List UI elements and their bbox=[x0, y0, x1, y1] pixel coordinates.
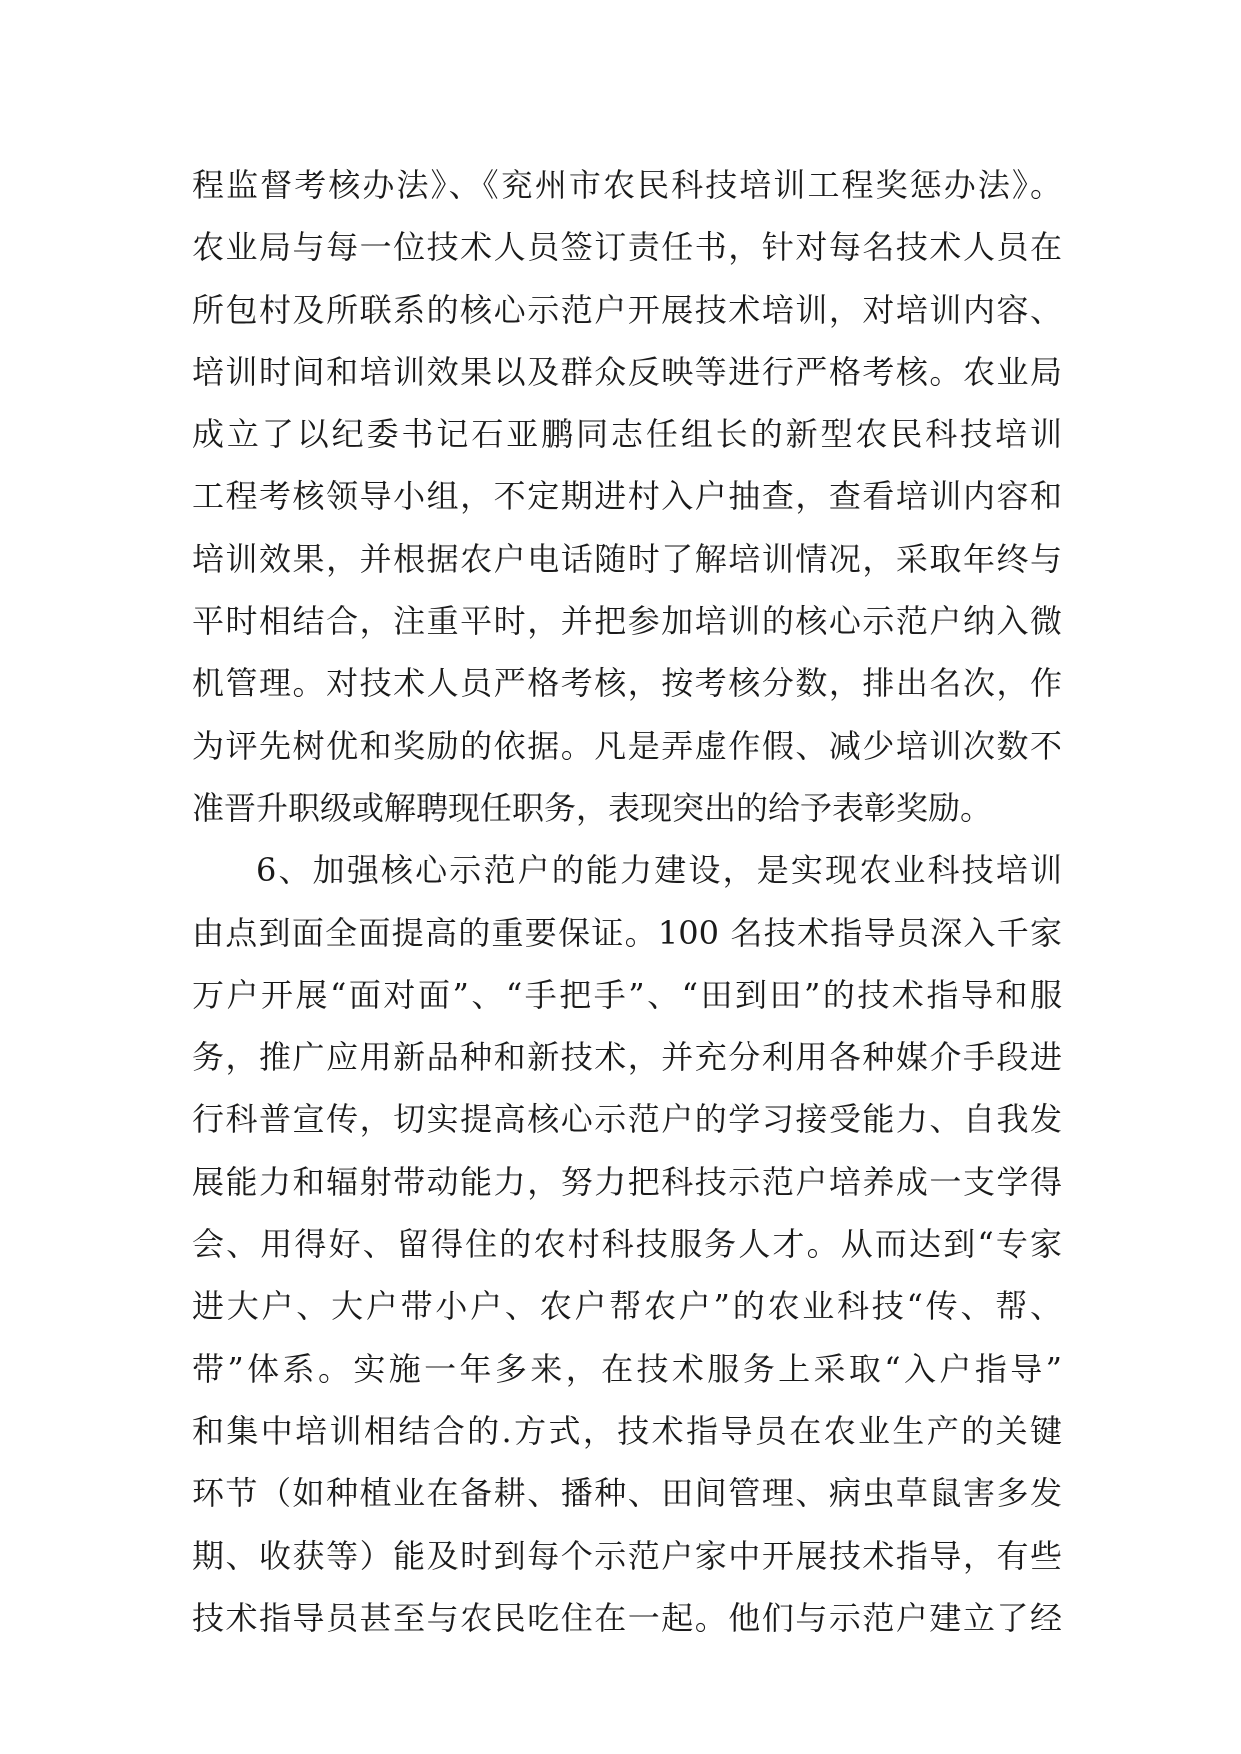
text-line: 万户开展“面对面”、“手把手”、“田到田”的技术指导和服 bbox=[192, 975, 1062, 1014]
text-line: 培训效果，并根据农户电话随时了解培训情况，采取年终与 bbox=[192, 539, 1062, 578]
text-line: 程监督考核办法》、《兖州市农民科技培训工程奖惩办法》。 bbox=[192, 166, 1062, 204]
text-line: 和集中培训相结合的.方式，技术指导员在农业生产的关键 bbox=[192, 1411, 1062, 1450]
text-line: 为评先树优和奖励的依据。凡是弄虚作假、减少培训次数不 bbox=[192, 726, 1062, 765]
text-line: 所包村及所联系的核心示范户开展技术培训，对培训内容、 bbox=[192, 290, 1062, 329]
text-line: 成立了以纪委书记石亚鹏同志任组长的新型农民科技培训 bbox=[192, 415, 1062, 454]
body-text bbox=[192, 154, 1062, 1649]
text-line: 务，推广应用新品种和新技术，并充分利用各种媒介手段进 bbox=[192, 1038, 1062, 1077]
text-line: 技术指导员甚至与农民吃住在一起。他们与示范户建立了经 bbox=[192, 1598, 1062, 1637]
text-line: 平时相结合，注重平时，并把参加培训的核心示范户纳入微 bbox=[192, 602, 1062, 641]
text-line: 机管理。对技术人员严格考核，按考核分数，排出名次，作 bbox=[192, 664, 1062, 703]
text-line: 农业局与每一位技术人员签订责任书，针对每名技术人员在 bbox=[192, 228, 1062, 267]
paragraph-start-line: 6、加强核心示范户的能力建设，是实现农业科技培训 bbox=[256, 851, 1062, 890]
text-line: 由点到面全面提高的重要保证。100 名技术指导员深入千家 bbox=[192, 913, 1062, 952]
text-line: 进大户、大户带小户、农户帮农户”的农业科技“传、帮、 bbox=[192, 1287, 1062, 1326]
text-line: 展能力和辐射带动能力，努力把科技示范户培养成一支学得 bbox=[192, 1162, 1062, 1201]
text-line: 环节（如种植业在备耕、播种、田间管理、病虫草鼠害多发 bbox=[192, 1474, 1062, 1513]
text-line: 行科普宣传，切实提高核心示范户的学习接受能力、自我发 bbox=[192, 1100, 1062, 1139]
text-line: 会、用得好、留得住的农村科技服务人才。从而达到“专家 bbox=[192, 1225, 1062, 1264]
text-line: 工程考核领导小组，不定期进村入户抽查，查看培训内容和 bbox=[192, 477, 1062, 516]
paragraph-end-line: 准晋升职级或解聘现任职务，表现突出的给予表彰奖励。 bbox=[192, 788, 993, 827]
text-line: 培训时间和培训效果以及群众反映等进行严格考核。农业局 bbox=[192, 352, 1062, 391]
text-line: 期、收获等）能及时到每个示范户家中开展技术指导，有些 bbox=[192, 1536, 1062, 1575]
text-line: 带”体系。实施一年多来，在技术服务上采取“入户指导” bbox=[192, 1349, 1062, 1388]
